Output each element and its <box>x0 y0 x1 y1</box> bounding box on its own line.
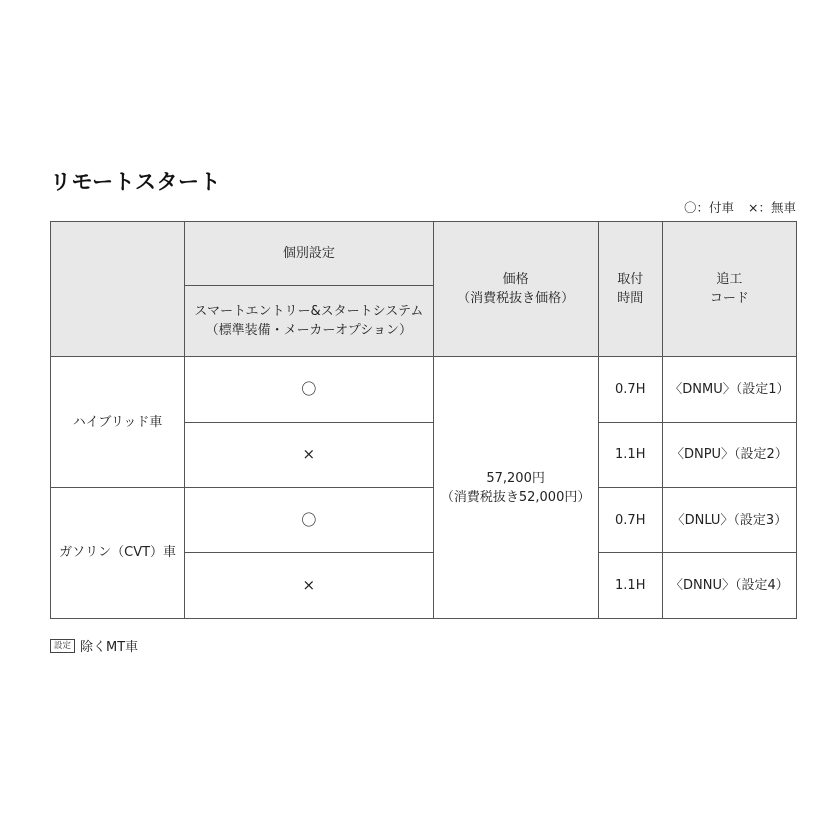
product-code: 〈DNNU〉（設定4） <box>662 553 796 619</box>
legend-yes: 〇：付車 <box>684 200 735 215</box>
install-time: 0.7H <box>598 357 662 422</box>
page-title: リモートスタート <box>50 170 221 194</box>
header-code <box>662 222 796 357</box>
group-label: ガソリン（CVT）車 <box>51 487 185 618</box>
product-code: 〈DNMU〉（設定1） <box>662 357 796 422</box>
header-time <box>598 222 662 357</box>
footnote-text: 除くMT車 <box>80 640 139 655</box>
footnote <box>50 636 138 655</box>
header-sub-setting-line2: （標準装備・メーカーオプション） <box>205 323 412 339</box>
header-price <box>433 222 598 357</box>
header-price-line1: 価格 <box>502 272 529 287</box>
setting-mark: 〇 <box>185 487 433 552</box>
setting-mark: × <box>185 553 433 619</box>
table-row <box>51 487 797 552</box>
price-line1: 57,200円 <box>486 470 545 486</box>
header-code-line2: コード <box>709 291 749 306</box>
product-code: 〈DNPU〉（設定2） <box>662 422 796 487</box>
header-sub-setting <box>185 286 433 357</box>
price-cell <box>433 357 598 619</box>
setting-mark: 〇 <box>185 357 433 422</box>
install-time: 1.1H <box>598 422 662 487</box>
group-label: ハイブリッド車 <box>51 357 185 488</box>
install-time: 1.1H <box>598 553 662 619</box>
setting-mark: × <box>185 422 433 487</box>
header-individual-setting: 個別設定 <box>185 222 433 286</box>
header-sub-setting-line1: スマートエントリー&スタートシステム <box>194 304 424 320</box>
table-row <box>51 357 797 422</box>
setting-badge: 設定 <box>50 639 75 653</box>
legend <box>684 198 796 216</box>
install-time: 0.7H <box>598 487 662 552</box>
header-blank <box>51 222 185 357</box>
price-line2: （消費税抜き52,000円） <box>440 489 591 505</box>
spec-table <box>50 221 797 619</box>
header-code-line1: 追工 <box>716 272 743 287</box>
header-time-line2: 時間 <box>617 291 644 306</box>
header-time-line1: 取付 <box>617 272 644 287</box>
legend-no: ×：無車 <box>748 200 796 215</box>
header-price-line2: （消費税抜き価格） <box>457 291 575 306</box>
product-code: 〈DNLU〉（設定3） <box>662 487 796 552</box>
